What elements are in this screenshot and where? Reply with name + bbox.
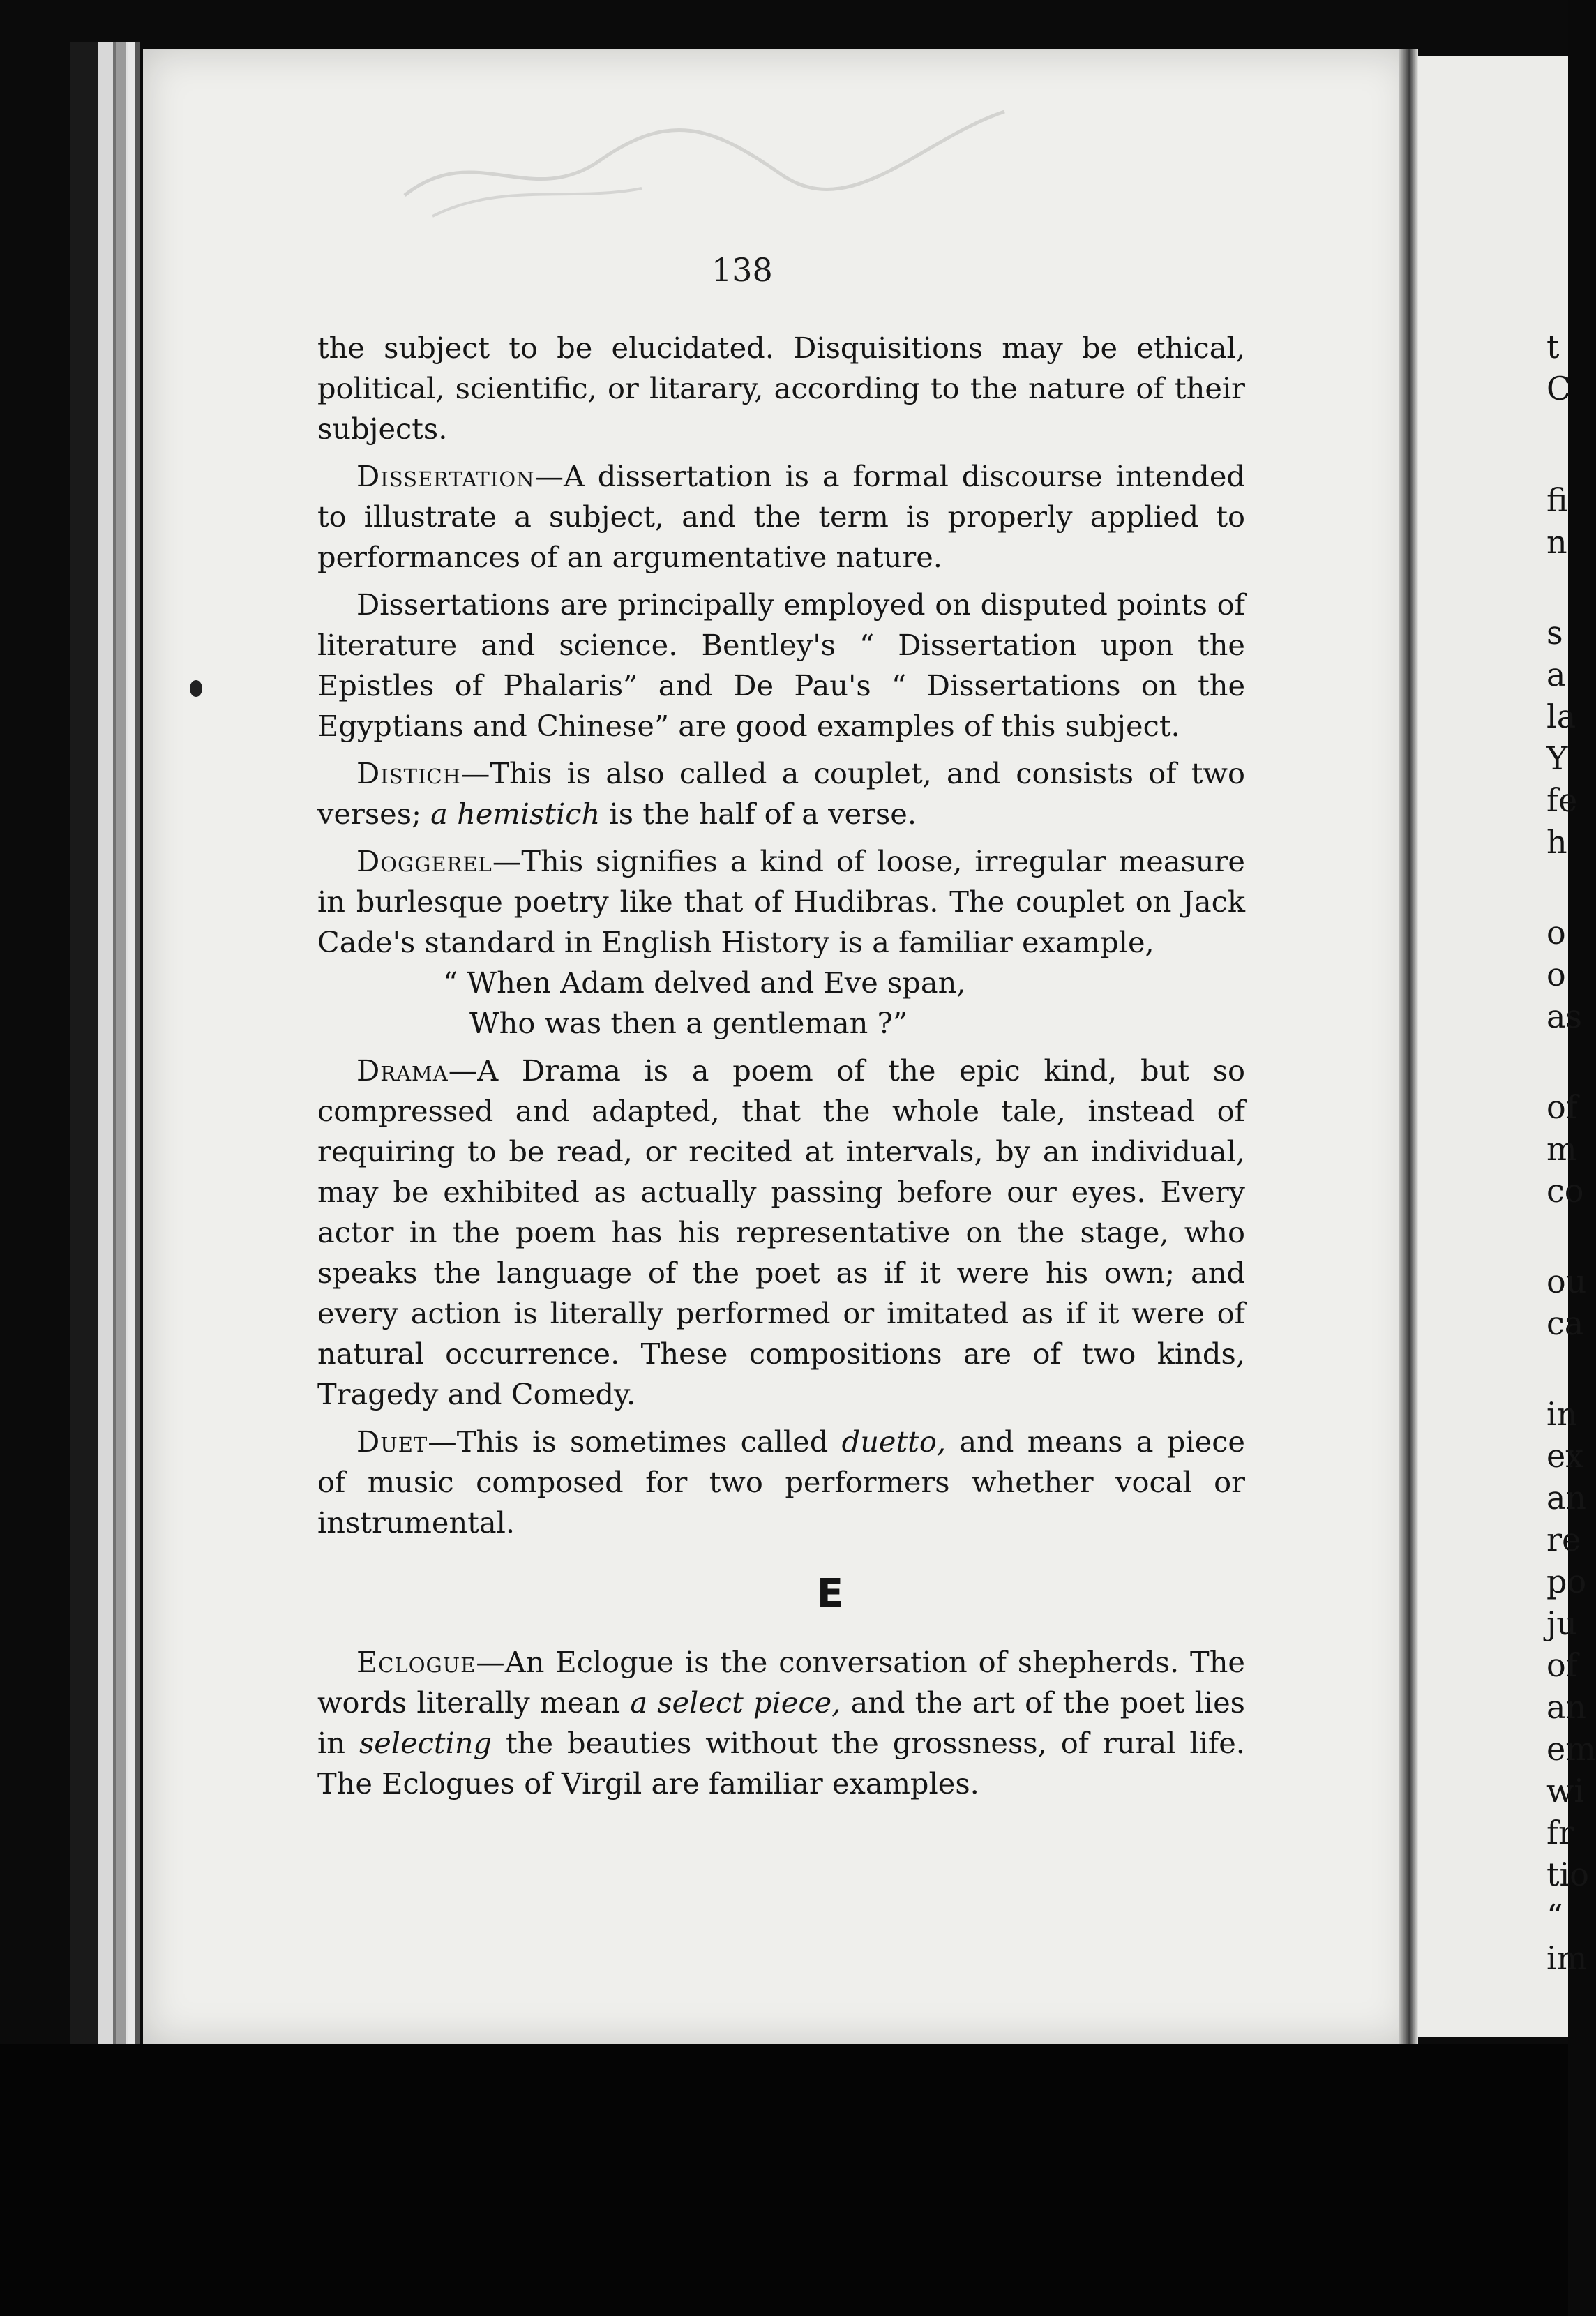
facing-page-text-fragment: a: [1546, 656, 1566, 693]
facing-page-text-fragment: co: [1546, 1172, 1584, 1210]
entry-term: Distich: [356, 756, 461, 790]
page-edge: [128, 42, 140, 2044]
pencil-scrawl: [391, 98, 1018, 223]
entry-text: —This signifies a kind of loose, irregular measure in burlesque poetry like that of Hudibras. The couplet on Jack Cade's standard in English History is a familiar example,: [317, 844, 1245, 959]
scan-background: [0, 2044, 1568, 2316]
facing-page-text-fragment: an: [1546, 1688, 1587, 1726]
entry-term: Drama: [356, 1053, 449, 1088]
verse-line: Who was then a gentleman ?”: [469, 1006, 908, 1040]
entry-drama: [317, 1051, 1245, 1415]
facing-page-text-fragment: o: [1546, 956, 1566, 993]
page-edge: [98, 42, 117, 2044]
facing-page-text-fragment: n: [1546, 523, 1567, 561]
entry-duet: [317, 1422, 1245, 1543]
facing-page-text-fragment: ou: [1546, 1263, 1587, 1300]
facing-page-text-fragment: re: [1546, 1521, 1581, 1558]
italic-phrase: duetto,: [841, 1424, 947, 1459]
paragraph-dissertation-examples: Dissertations are principally employed on disputed points of literature and science. Bentley's “ Dissertation upon the Epistles of Phalaris” and De Pau's “ Dissertations on the Egyptians and Chinese” are good examples of this subject.: [317, 587, 1245, 743]
entry-text: —A dissertation is a formal discourse intended to illustrate a subject, and the term is properly applied to performances of an argumentative nature.: [317, 459, 1245, 574]
entry-term: Doggerel: [356, 844, 492, 878]
entry-doggerel: [317, 841, 1245, 963]
facing-page-text-fragment: of: [1546, 1646, 1578, 1684]
entry-text: —This is sometimes called: [428, 1424, 842, 1459]
entry-distich: [317, 753, 1245, 834]
facing-page-text-fragment: an: [1546, 1479, 1587, 1517]
entry-text: is the half of a verse.: [600, 797, 917, 831]
facing-page-text-fragment: ex: [1546, 1437, 1584, 1475]
facing-page-text-fragment: as: [1546, 998, 1583, 1035]
margin-ink-mark: [190, 680, 202, 697]
entry-term: Duet: [356, 1424, 428, 1459]
facing-page-text-fragment: po: [1546, 1563, 1587, 1600]
entry-text: —This is also called a couplet, and consists of two verses;: [317, 756, 1245, 831]
facing-page-text-fragment: im: [1546, 1939, 1588, 1977]
facing-page-text-fragment: fe: [1546, 781, 1578, 819]
facing-page-text-fragment: ca: [1546, 1304, 1584, 1342]
facing-page-text-fragment: of: [1546, 1088, 1578, 1126]
entry-eclogue: [317, 1642, 1245, 1804]
entry-text: and means a piece of music composed for two performers whether vocal or instrumental.: [317, 1424, 1245, 1540]
facing-page-text-fragment: in: [1546, 1395, 1578, 1433]
entry-term: Dissertation: [356, 459, 535, 493]
facing-page-text-fragment: em: [1546, 1730, 1596, 1768]
facing-page-text-fragment: la: [1546, 698, 1576, 735]
page-edge: [116, 42, 130, 2044]
entry-text: and the art of the poet lies in: [317, 1685, 1245, 1760]
italic-phrase: a hemistich: [430, 797, 601, 831]
facing-page-text-fragment: o: [1546, 914, 1566, 952]
verse-line: “ When Adam delved and Eve span,: [443, 965, 966, 1000]
entry-dissertation: [317, 456, 1245, 578]
page-number: 138: [712, 251, 773, 289]
page-body: [317, 328, 1245, 1804]
facing-page-text-fragment: fi: [1546, 481, 1568, 519]
facing-page-text-fragment: “: [1546, 1897, 1563, 1935]
facing-page-text-fragment: C: [1546, 370, 1572, 407]
entry-text: —An Eclogue is the conversation of shepherds. The words literally mean: [317, 1645, 1245, 1720]
section-heading-letter: E: [816, 1571, 844, 1616]
entry-term: Eclogue: [356, 1645, 476, 1679]
facing-page-text-fragment: Y: [1546, 739, 1568, 777]
entry-text: the beauties without the grossness, of rural life. The Eclogues of Virgil are familiar examples.: [317, 1726, 1245, 1800]
entry-text: —A Drama is a poem of the epic kind, but so compressed and adapted, that the whole tale, instead of requiring to be read, or recited at intervals, by an individual, may be exhibited as actually passing before our eyes. Every actor in the poem has his representative on the stage, who speaks the language of the poet as if it were his own; and every action is literally performed or imitated as if it were of natural occurrence. These compositions are of two kinds, Tragedy and Comedy.: [317, 1053, 1245, 1411]
italic-phrase: selecting: [359, 1726, 492, 1760]
facing-page-text-fragment: t: [1546, 328, 1560, 366]
facing-page-text-fragment: m: [1546, 1130, 1577, 1168]
facing-page-text-fragment: wi: [1546, 1772, 1585, 1810]
book-gutter: [1399, 49, 1418, 2044]
italic-phrase: a select piece,: [630, 1685, 841, 1720]
verse-quote: [317, 963, 1245, 1044]
facing-page-text-fragment: tio: [1546, 1856, 1589, 1893]
facing-page-text-fragment: s: [1546, 614, 1563, 652]
facing-page-text-fragment: h: [1546, 823, 1567, 861]
facing-page: [1418, 56, 1596, 2037]
facing-page-text-fragment: ju: [1546, 1604, 1577, 1642]
facing-page-text-fragment: fr: [1546, 1814, 1574, 1851]
paragraph-disquisition-end: the subject to be elucidated. Disquisitions may be ethical, political, scientific, or litarary, according to the nature of their subjects.: [317, 331, 1245, 446]
